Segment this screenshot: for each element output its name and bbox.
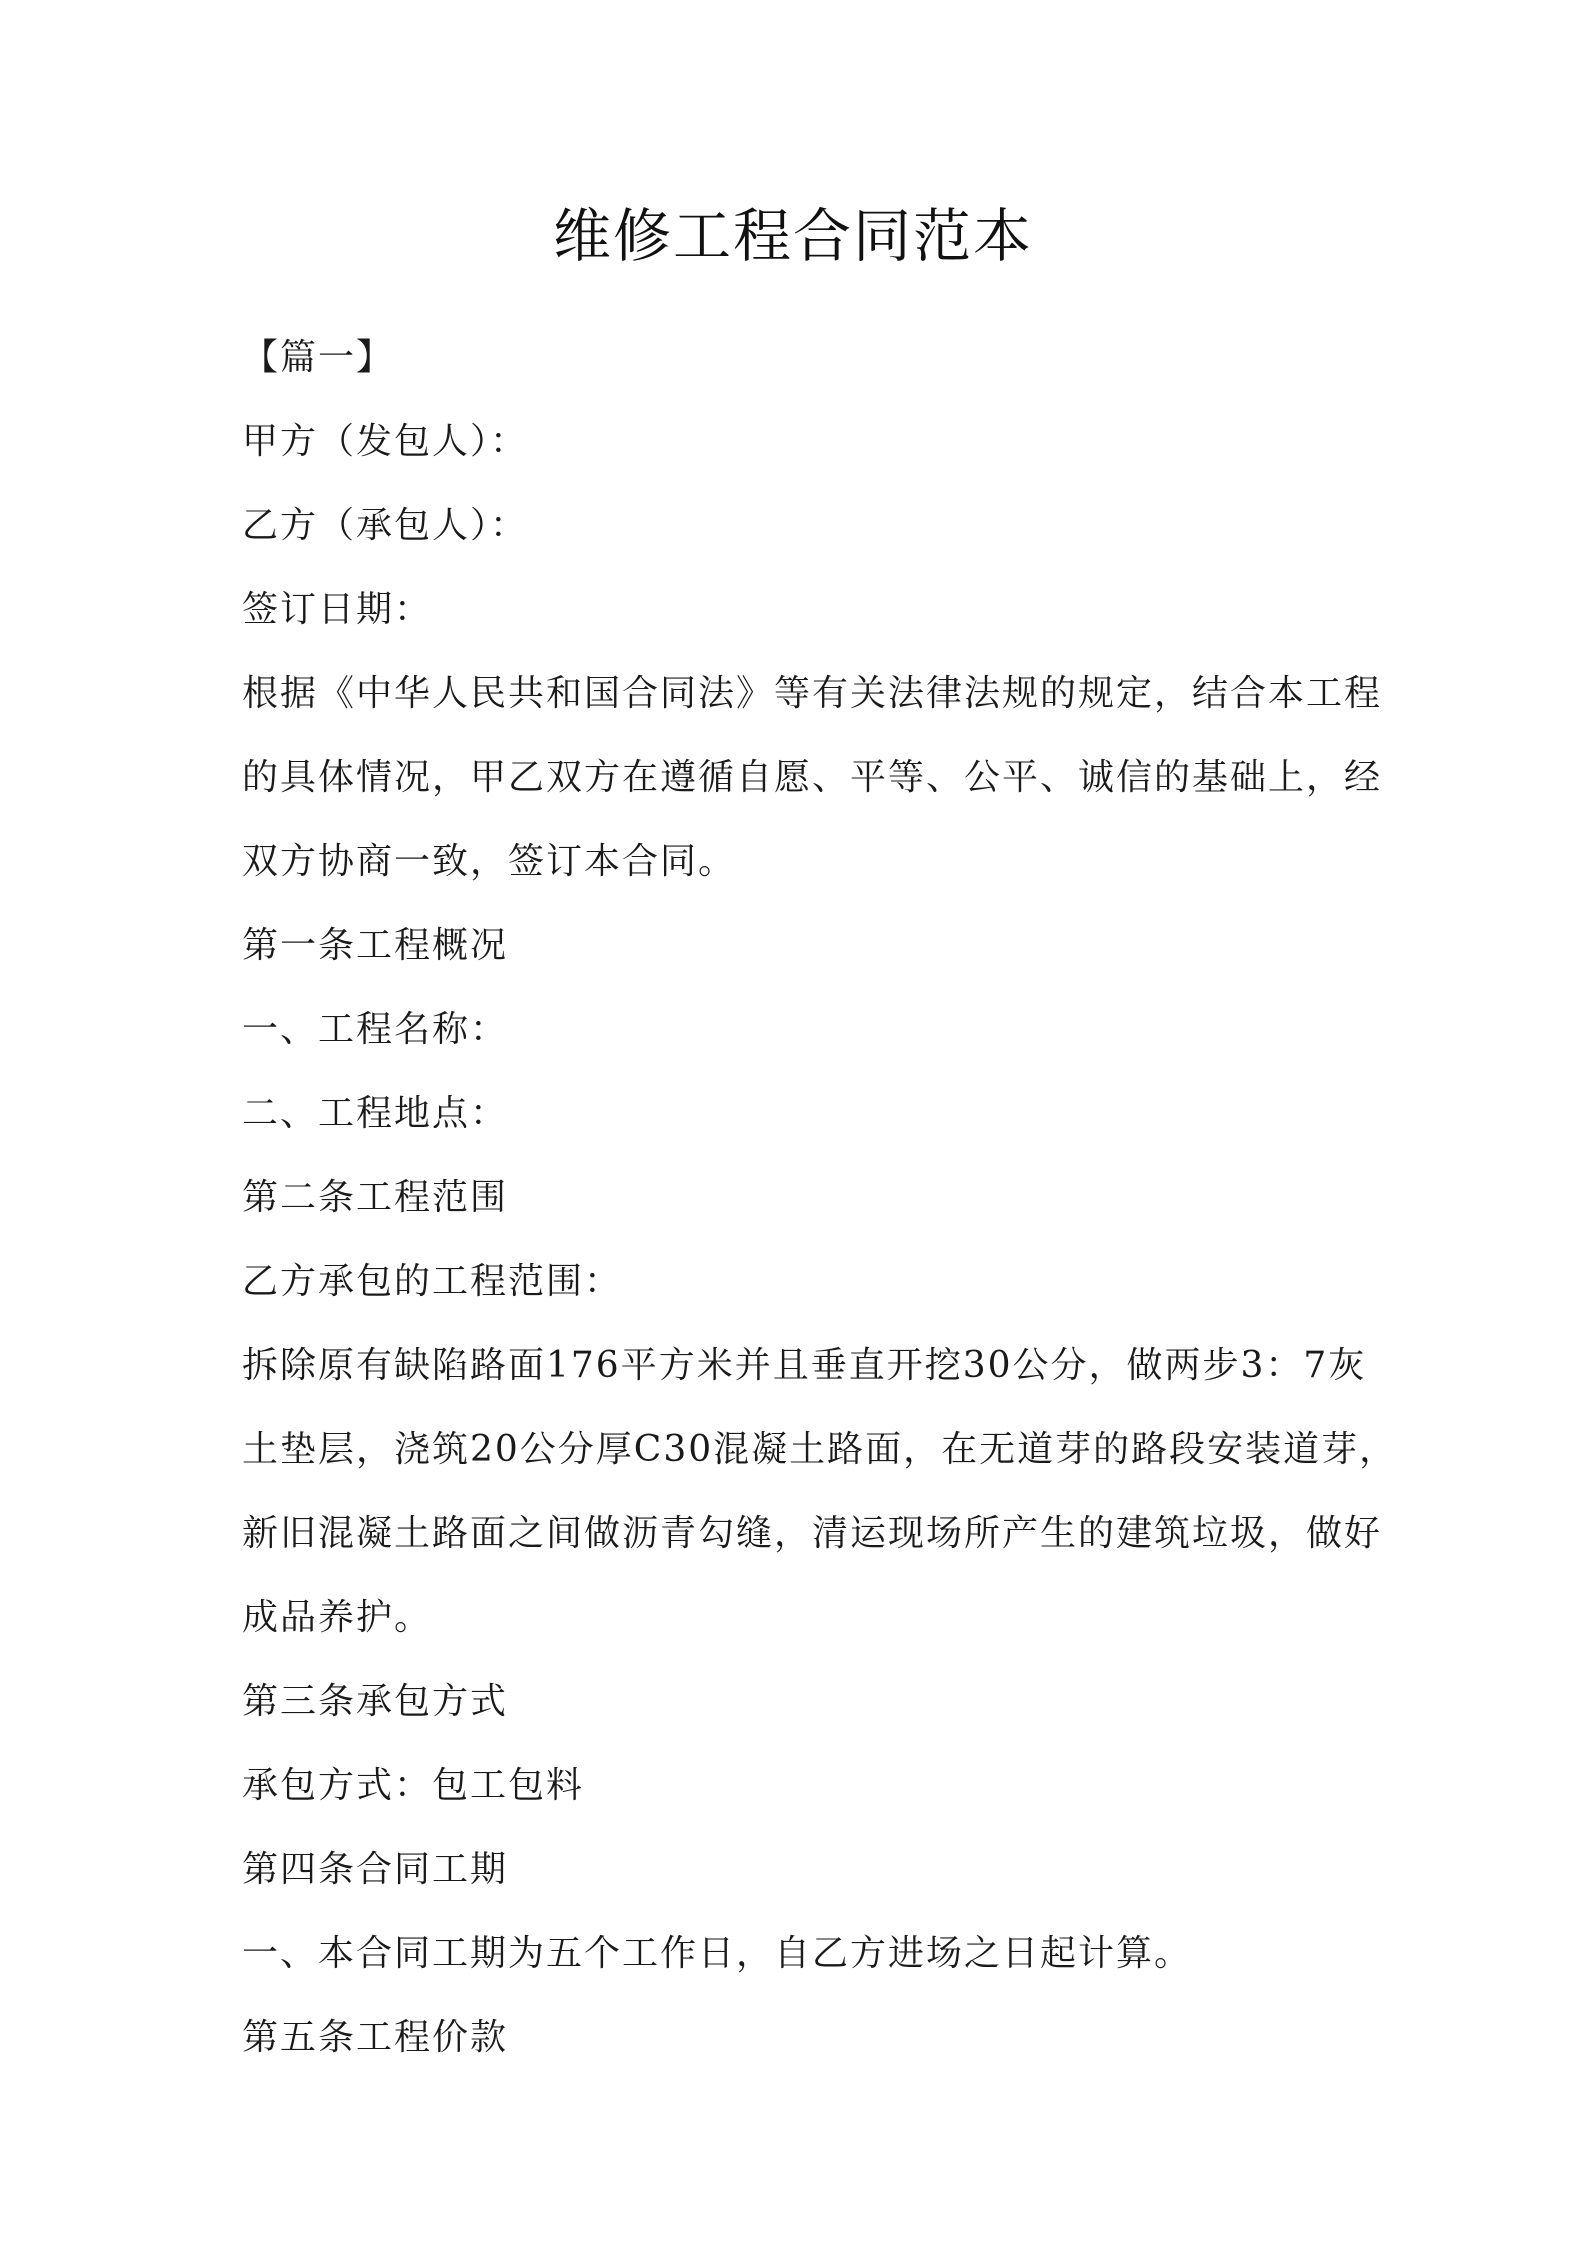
scope-paragraph-line: 成品养护。 [242, 1597, 433, 1638]
document-body [242, 316, 1398, 2080]
article-heading: 第五条工程价款 [242, 2017, 509, 2058]
preamble-line: 的具体情况，甲乙双方在遵循自愿、平等、公平、诚信的基础上，经 [242, 757, 1383, 798]
clause-item: 承包方式：包工包料 [242, 1765, 585, 1806]
party-a-field: 甲方（发包人）： [242, 421, 529, 462]
clause-item: 二、工程地点： [242, 1093, 509, 1134]
clause-item: 一、工程名称： [242, 1009, 509, 1050]
signing-date-field: 签订日期： [242, 589, 433, 630]
article-heading: 第三条承包方式 [242, 1681, 509, 1722]
article-heading: 第二条工程范围 [242, 1177, 509, 1218]
scope-paragraph-line: 拆除原有缺陷路面176平方米并且垂直开挖30公分，做两步3：7灰 [242, 1345, 1367, 1386]
preamble-line: 双方协商一致，签订本合同。 [242, 841, 737, 882]
scope-paragraph-line: 土垫层，浇筑20公分厚C30混凝土路面，在无道芽的路段安装道芽， [242, 1429, 1398, 1470]
clause-item: 乙方承包的工程范围： [242, 1261, 623, 1302]
article-heading: 第一条工程概况 [242, 925, 509, 966]
preamble-line: 根据《中华人民共和国合同法》等有关法律法规的规定，结合本工程 [242, 673, 1383, 714]
article-heading: 第四条合同工期 [242, 1849, 509, 1890]
party-b-field: 乙方（承包人）： [242, 505, 529, 546]
section-heading-pian-yi: 【篇一】 [242, 337, 395, 378]
document-title: 维修工程合同范本 [552, 202, 1033, 270]
clause-item: 一、本合同工期为五个工作日，自乙方进场之日起计算。 [242, 1933, 1193, 1974]
scope-paragraph-line: 新旧混凝土路面之间做沥青勾缝，清运现场所产生的建筑垃圾，做好 [242, 1513, 1383, 1554]
